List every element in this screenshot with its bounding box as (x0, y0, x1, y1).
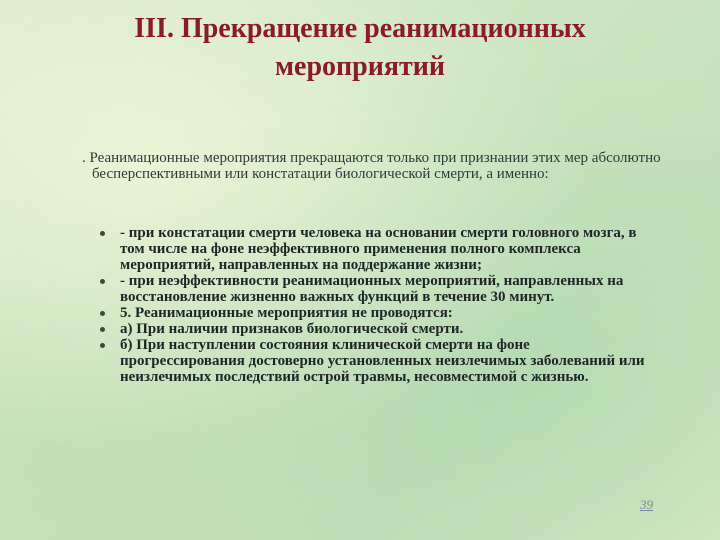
list-item (98, 225, 658, 273)
slide-title (60, 10, 660, 86)
list-item (98, 305, 658, 321)
page-number: 39 (640, 497, 653, 512)
list-item-text: 5. Реанимационные мероприятия не проводятся: (120, 305, 453, 321)
bullet-list (98, 225, 658, 385)
bullet-icon (100, 231, 105, 236)
list-item-text: - при неэффективности реанимационных мероприятий, направленных на восстановление жизненно важных функций в течение 30 минут. (120, 273, 624, 305)
bullet-icon (100, 311, 105, 316)
slide-title-line-1: III. Прекращение реанимационных (134, 13, 586, 44)
bullet-icon (100, 327, 105, 332)
list-item-text: а) При наличии признаков биологической смерти. (120, 321, 464, 337)
bullet-icon (100, 279, 105, 284)
slide-title-line-2: мероприятий (274, 51, 446, 82)
list-item (98, 321, 658, 337)
list-item-text: б) При наступлении состояния клинической смерти на фоне прогрессирования достоверно установленных неизлечимых заболеваний или неизлечимых последствий острой травмы, несовместимой с жизнью. (120, 337, 645, 385)
intro-paragraph: . Реанимационные мероприятия прекращаются только при признании этих мер абсолютно бесперспективными или констатации биологической смерти, а именно: (82, 150, 661, 182)
bullet-icon (100, 343, 105, 348)
list-item-text: - при констатации смерти человека на основании смерти головного мозга, в том числе на фоне неэффективного применения полного комплекса мероприятий, направленных на поддержание жизни; (120, 225, 637, 273)
list-item (98, 273, 658, 305)
list-item (98, 337, 658, 385)
